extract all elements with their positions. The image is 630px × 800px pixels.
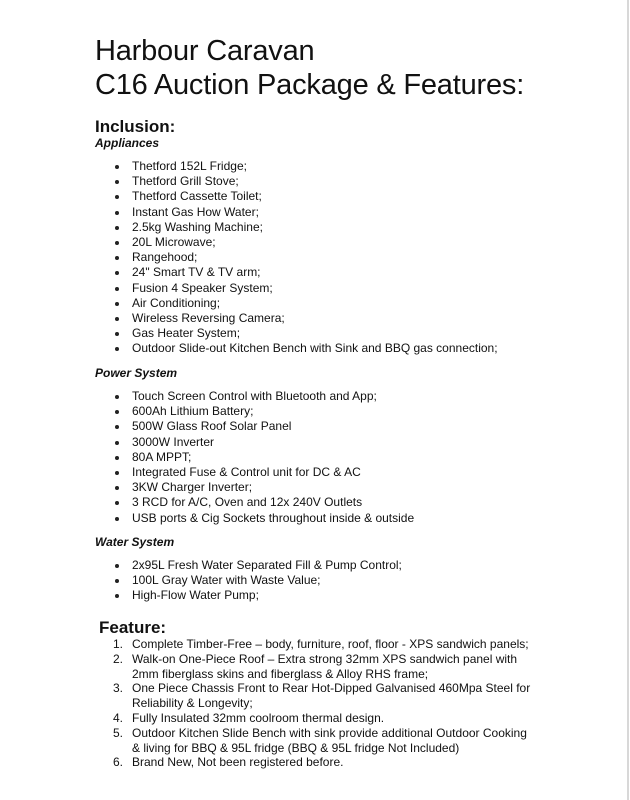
feature-text: Fully Insulated 32mm coolroom thermal design. (132, 710, 385, 725)
list-item (113, 588, 402, 603)
list-item-text: 24" Smart TV & TV arm; (132, 265, 261, 280)
list-item-text: Gas Heater System; (132, 326, 241, 341)
bullet-icon (115, 332, 119, 336)
list-item-text: 600Ah Lithium Battery; (132, 404, 254, 419)
feature-number: 5. (113, 725, 124, 740)
feature-item (113, 711, 533, 726)
list-item-text: Touch Screen Control with Bluetooth and App; (132, 389, 377, 403)
list-item-text: 2.5kg Washing Machine; (132, 219, 263, 234)
bullet-icon (115, 165, 119, 169)
feature-number: 1. (113, 637, 124, 651)
bullet-icon (115, 180, 119, 184)
bullet-icon (115, 517, 119, 521)
list-item (113, 220, 498, 235)
list-item (113, 296, 498, 311)
list-item (113, 311, 498, 326)
list-item-text: 100L Gray Water with Waste Value; (132, 573, 321, 588)
feature-number: 3. (113, 681, 124, 696)
water-system-list (113, 558, 402, 604)
list-item (113, 404, 414, 419)
bullet-icon (115, 594, 119, 598)
list-item (113, 326, 498, 341)
feature-number: 2. (113, 651, 124, 666)
list-item (113, 159, 498, 174)
feature-number: 4. (113, 710, 124, 725)
list-item-text: Rangehood; (132, 250, 198, 265)
list-item-text: Outdoor Slide-out Kitchen Bench with Sink and BBQ gas connection; (132, 341, 498, 356)
list-item (113, 495, 414, 510)
list-item-text: Thetford 152L Fridge; (132, 159, 247, 173)
feature-item (113, 726, 533, 756)
list-item (113, 435, 414, 450)
feature-text: Walk-on One-Piece Roof – Extra strong 32mm XPS sandwich panel with 2mm fiberglass skins and fiberglass & Alloy RHS frame; (132, 651, 518, 681)
feature-number: 6. (113, 755, 124, 770)
list-item-text: High-Flow Water Pump; (132, 588, 259, 603)
list-item-text: 20L Microwave; (132, 235, 216, 250)
bullet-icon (115, 425, 119, 429)
bullet-icon (115, 287, 119, 291)
title-line-2: C16 Auction Package & Features: (95, 69, 525, 101)
list-item (113, 419, 414, 434)
list-item (113, 250, 498, 265)
bullet-icon (115, 302, 119, 306)
appliances-list (113, 159, 498, 357)
appliances-heading: Appliances (95, 136, 160, 150)
bullet-icon (115, 501, 119, 505)
water-system-heading: Water System (95, 535, 175, 549)
bullet-icon (115, 471, 119, 475)
list-item (113, 389, 414, 404)
list-item (113, 558, 402, 573)
list-item-text: 3 RCD for A/C, Oven and 12x 240V Outlets (132, 495, 363, 510)
bullet-icon (115, 410, 119, 414)
list-item (113, 511, 414, 526)
bullet-icon (115, 317, 119, 321)
list-item (113, 341, 498, 356)
list-item (113, 465, 414, 480)
list-item-text: 3000W Inverter (132, 434, 215, 449)
feature-item (113, 681, 533, 711)
list-item-text: Air Conditioning; (132, 295, 221, 310)
list-item-text: 500W Glass Roof Solar Panel (132, 419, 292, 434)
bullet-icon (115, 226, 119, 230)
list-item-text: Instant Gas How Water; (132, 204, 259, 219)
bullet-icon (115, 441, 119, 445)
bullet-icon (115, 564, 119, 568)
list-item-text: Thetford Cassette Toilet; (132, 189, 262, 204)
bullet-icon (115, 579, 119, 583)
feature-item (113, 755, 533, 770)
bullet-icon (115, 211, 119, 215)
document-title (95, 34, 524, 102)
title-line-1: Harbour Caravan (95, 35, 315, 67)
list-item-text: Wireless Reversing Camera; (132, 311, 285, 326)
feature-item (113, 637, 533, 652)
feature-text: Brand New, Not been registered before. (132, 755, 344, 770)
bullet-icon (115, 271, 119, 275)
list-item-text: USB ports & Cig Sockets throughout inside & outside (132, 510, 415, 525)
list-item (113, 189, 498, 204)
list-item (113, 573, 402, 588)
list-item-text: Integrated Fuse & Control unit for DC & AC (132, 465, 361, 480)
power-system-list (113, 389, 414, 526)
list-item-text: Thetford Grill Stove; (132, 174, 239, 189)
list-item-text: 80A MPPT; (132, 449, 192, 464)
bullet-icon (115, 241, 119, 245)
feature-text: Complete Timber-Free – body, furniture, roof, floor - XPS sandwich panels; (132, 637, 529, 651)
list-item (113, 480, 414, 495)
list-item-text: 3KW Charger Inverter; (132, 480, 253, 495)
list-item (113, 281, 498, 296)
feature-text: Outdoor Kitchen Slide Bench with sink provide additional Outdoor Cooking & living for BBQ & 95L fridge (BBQ & 95L fridge Not Included) (132, 725, 527, 755)
bullet-icon (115, 456, 119, 460)
feature-item (113, 652, 533, 682)
bullet-icon (115, 395, 119, 399)
bullet-icon (115, 195, 119, 199)
bullet-icon (115, 256, 119, 260)
bullet-icon (115, 486, 119, 490)
feature-text: One Piece Chassis Front to Rear Hot-Dipped Galvanised 460Mpa Steel for Reliability & Longevity; (132, 681, 531, 711)
inclusion-heading: Inclusion: (95, 117, 176, 136)
feature-heading: Feature: (99, 618, 167, 637)
power-system-heading: Power System (95, 366, 178, 380)
list-item-text: 2x95L Fresh Water Separated Fill & Pump Control; (132, 558, 402, 572)
list-item (113, 174, 498, 189)
list-item (113, 235, 498, 250)
list-item (113, 450, 414, 465)
list-item-text: Fusion 4 Speaker System; (132, 280, 273, 295)
feature-list (113, 637, 533, 770)
list-item (113, 265, 498, 280)
bullet-icon (115, 347, 119, 351)
list-item (113, 205, 498, 220)
